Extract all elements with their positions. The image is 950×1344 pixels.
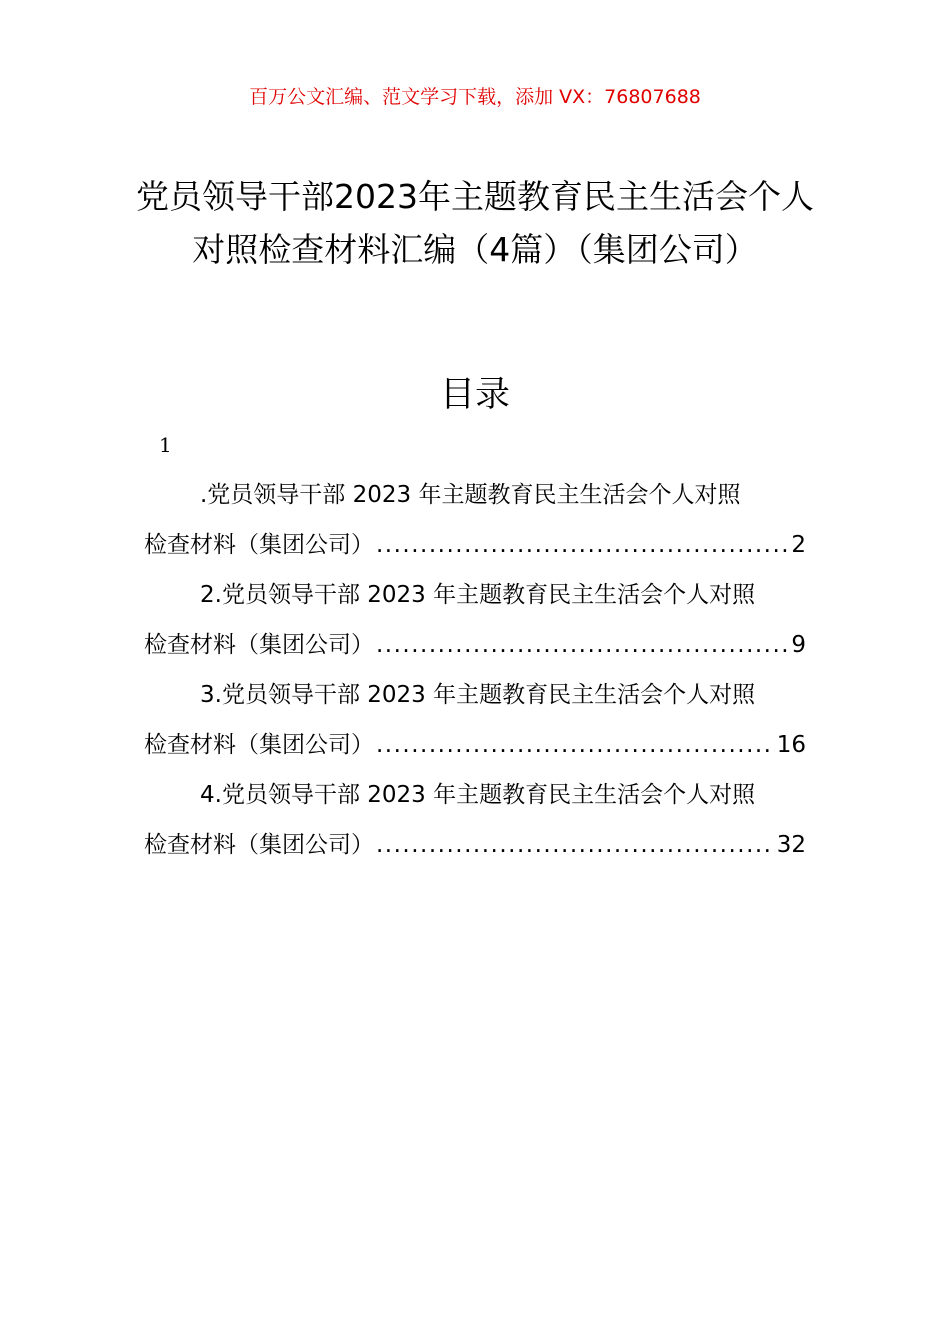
toc-heading: 目录: [439, 375, 510, 415]
toc-entry-title: 2.党员领导干部 2023 年主题教育民主生活会个人对照: [200, 582, 756, 608]
header-note: 百万公文汇编、范文学习下载，添加 VX：76807688: [249, 86, 701, 108]
toc-entry-title: 3.党员领导干部 2023 年主题教育民主生活会个人对照: [200, 682, 756, 708]
toc-dot-leader: [376, 720, 775, 770]
toc-dot-leader: [376, 820, 775, 870]
toc-entry-title-cont: 检查材料（集团公司）: [144, 532, 374, 558]
toc-stray-number: 1: [159, 433, 172, 457]
toc-entry-1[interactable]: [144, 470, 806, 570]
toc-page-number: 16: [776, 732, 806, 758]
toc-entry-3[interactable]: [144, 670, 806, 770]
toc-entry-line2: [144, 820, 806, 870]
toc-page-number: 2: [791, 532, 806, 558]
toc-entry-2[interactable]: [144, 570, 806, 670]
table-of-contents: [144, 470, 806, 870]
toc-entry-title-cont: 检查材料（集团公司）: [144, 632, 374, 658]
toc-dot-leader: [376, 620, 789, 670]
toc-entry-title: 4.党员领导干部 2023 年主题教育民主生活会个人对照: [200, 782, 756, 808]
toc-entry-4[interactable]: [144, 770, 806, 870]
toc-entry-line2: [144, 720, 806, 770]
toc-entry-title: .党员领导干部 2023 年主题教育民主生活会个人对照: [200, 482, 741, 508]
toc-entry-line2: [144, 520, 806, 570]
toc-entry-title-cont: 检查材料（集团公司）: [144, 832, 374, 858]
toc-page-number: 32: [776, 832, 806, 858]
toc-entry-title-cont: 检查材料（集团公司）: [144, 732, 374, 758]
document-title: 党员领导干部2023年主题教育民主生活会个人对照检查材料汇编（4篇）（集团公司）: [136, 177, 814, 269]
toc-entry-line2: [144, 620, 806, 670]
toc-page-number: 9: [791, 632, 806, 658]
toc-dot-leader: [376, 520, 789, 570]
